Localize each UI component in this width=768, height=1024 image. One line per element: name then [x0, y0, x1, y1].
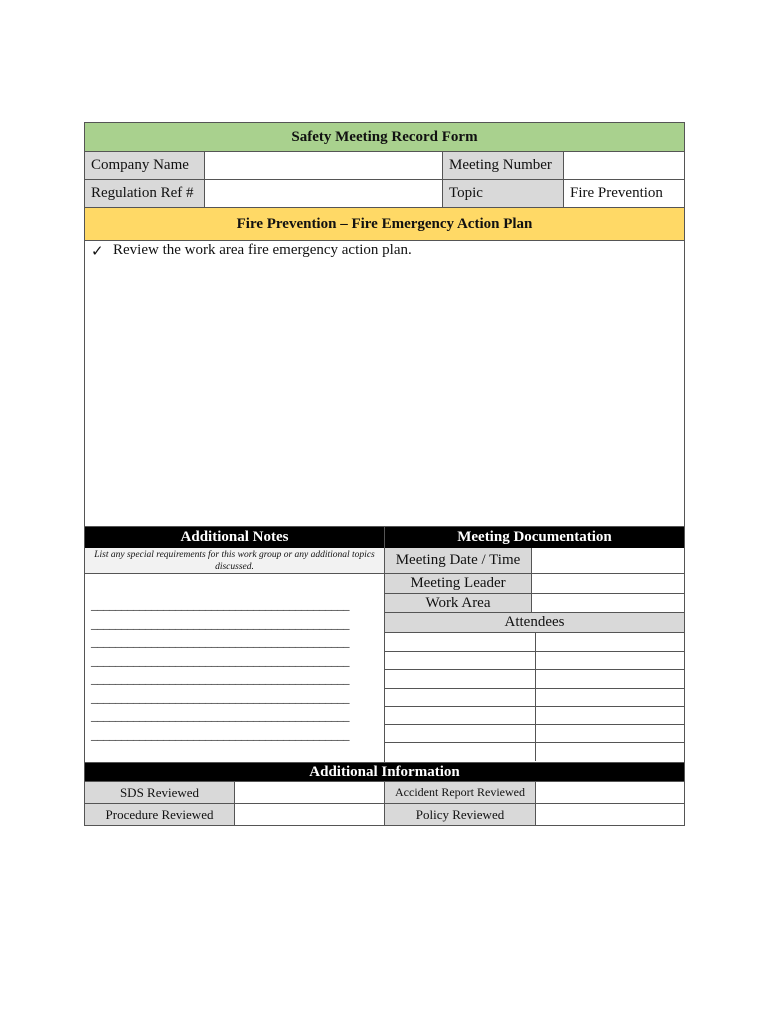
- attendee-row: [385, 670, 684, 689]
- section-title: Fire Prevention – Fire Emergency Action Plan: [85, 208, 684, 240]
- note-line[interactable]: ___________________________________________: [91, 615, 349, 631]
- accident-report-reviewed-label: Accident Report Reviewed: [385, 782, 536, 803]
- note-line[interactable]: ___________________________________________: [91, 652, 349, 668]
- attendees-grid: [385, 633, 684, 761]
- checklist-item-text: Review the work area fire emergency action plan.: [113, 242, 412, 258]
- attendee-cell[interactable]: [536, 652, 684, 669]
- procedure-policy-row: [84, 804, 685, 826]
- notes-instructions: List any special requirements for this work group or any additional topics discussed.: [85, 548, 384, 574]
- note-line[interactable]: ___________________________________________: [91, 671, 349, 686]
- attendee-cell[interactable]: [385, 707, 536, 724]
- notes-lines[interactable]: [85, 574, 384, 744]
- checklist-item: [91, 242, 412, 261]
- attendee-cell[interactable]: [536, 743, 684, 761]
- attendee-row: [385, 689, 684, 707]
- content-area: [84, 241, 685, 527]
- additional-info-header-row: [84, 763, 685, 782]
- attendees-header: Attendees: [385, 613, 684, 633]
- accident-report-reviewed-field[interactable]: [536, 782, 684, 803]
- additional-notes-header: Additional Notes: [85, 527, 384, 548]
- meeting-date-row: [385, 548, 684, 574]
- note-line[interactable]: ___________________________________________: [91, 708, 349, 723]
- note-line[interactable]: ___________________________________________: [91, 634, 349, 649]
- meeting-date-time-field[interactable]: [531, 548, 684, 573]
- procedure-reviewed-label: Procedure Reviewed: [85, 804, 235, 825]
- attendee-cell[interactable]: [385, 652, 536, 669]
- safety-meeting-form: [84, 122, 685, 826]
- sds-accident-row: [84, 782, 685, 804]
- regulation-ref-field[interactable]: [205, 180, 443, 207]
- meeting-number-label: Meeting Number: [443, 152, 564, 179]
- attendee-row: [385, 725, 684, 743]
- additional-info-header: Additional Information: [85, 763, 684, 781]
- note-line[interactable]: ___________________________________________: [91, 597, 349, 612]
- note-line[interactable]: ___________________________________________: [91, 689, 349, 705]
- section-title-row: [84, 208, 685, 241]
- work-area-row: [385, 594, 684, 613]
- meeting-date-time-label: Meeting Date / Time: [385, 548, 532, 573]
- attendee-cell[interactable]: [385, 725, 536, 742]
- attendee-cell[interactable]: [536, 670, 684, 688]
- attendee-cell[interactable]: [385, 633, 536, 651]
- attendee-cell[interactable]: [385, 670, 536, 688]
- attendee-row: [385, 743, 684, 761]
- policy-reviewed-field[interactable]: [536, 804, 684, 825]
- sds-reviewed-label: SDS Reviewed: [85, 782, 235, 803]
- sds-reviewed-field[interactable]: [235, 782, 385, 803]
- attendee-cell[interactable]: [536, 725, 684, 742]
- notes-documentation-block: [84, 527, 685, 763]
- attendee-cell[interactable]: [536, 689, 684, 706]
- procedure-reviewed-field[interactable]: [235, 804, 385, 825]
- form-title-row: [84, 122, 685, 152]
- work-area-label: Work Area: [385, 594, 532, 612]
- topic-label: Topic: [443, 180, 564, 207]
- attendee-cell[interactable]: [536, 707, 684, 724]
- regulation-row: [84, 180, 685, 208]
- policy-reviewed-label: Policy Reviewed: [385, 804, 536, 825]
- meeting-leader-field[interactable]: [531, 574, 684, 593]
- meeting-documentation-section: [385, 527, 684, 762]
- meeting-leader-label: Meeting Leader: [385, 574, 532, 593]
- meeting-leader-row: [385, 574, 684, 594]
- topic-value[interactable]: Fire Prevention: [570, 185, 663, 201]
- additional-notes-section: [85, 527, 385, 762]
- attendee-row: [385, 652, 684, 670]
- attendee-cell[interactable]: [536, 633, 684, 651]
- attendee-cell[interactable]: [385, 743, 536, 761]
- form-title: Safety Meeting Record Form: [85, 123, 684, 151]
- attendee-row: [385, 707, 684, 725]
- attendee-row: [385, 633, 684, 652]
- company-name-label: Company Name: [85, 152, 205, 179]
- note-line[interactable]: ___________________________________________: [91, 726, 349, 742]
- regulation-ref-label: Regulation Ref #: [85, 180, 205, 207]
- checkmark-icon: ✓: [91, 244, 104, 260]
- meeting-number-field[interactable]: [564, 152, 684, 179]
- meeting-documentation-header: Meeting Documentation: [385, 527, 684, 548]
- company-name-field[interactable]: [205, 152, 443, 179]
- work-area-field[interactable]: [531, 594, 684, 612]
- company-row: [84, 152, 685, 180]
- attendee-cell[interactable]: [385, 689, 536, 706]
